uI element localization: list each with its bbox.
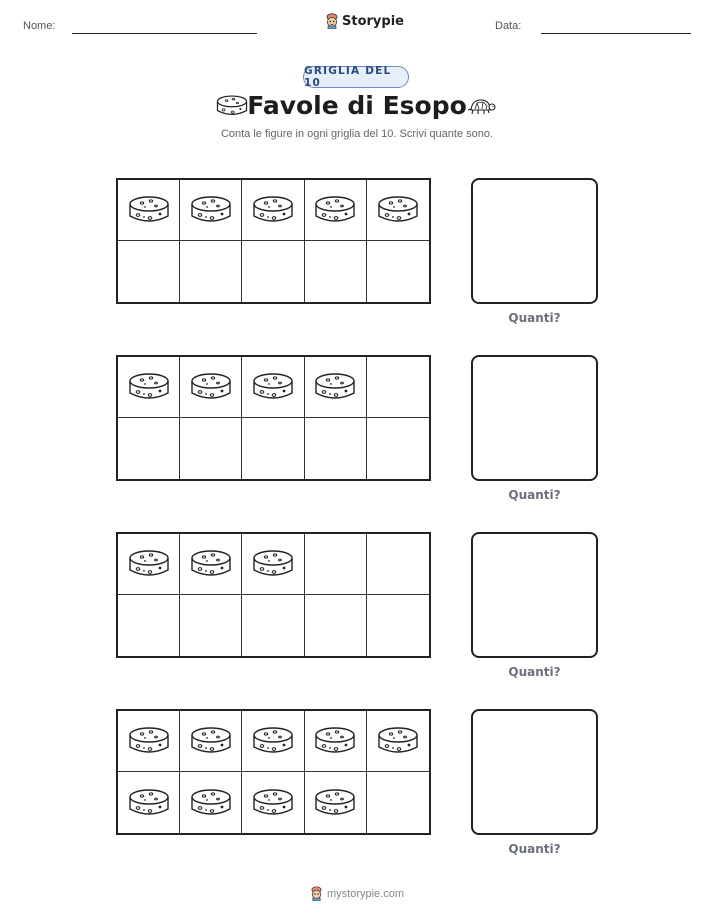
- cheese-wheel-icon: [127, 724, 171, 758]
- ten-frame-cell: [305, 357, 367, 418]
- answer-label: Quanti?: [508, 311, 561, 325]
- storypie-mascot-logo: [325, 13, 339, 29]
- cheese-wheel-icon: [127, 193, 171, 227]
- brand-logo: [325, 13, 404, 29]
- date-label: Data:: [495, 20, 522, 32]
- ten-frame: [116, 178, 431, 304]
- cheese-wheel-icon: [127, 547, 171, 581]
- ten-frame-cell: [242, 418, 304, 479]
- ten-frame-cell: [367, 418, 429, 479]
- cheese-wheel-icon: [189, 786, 233, 820]
- ten-frame-cell: [118, 711, 180, 772]
- ten-frame-cell: [305, 772, 367, 833]
- cheese-wheel-icon: [251, 724, 295, 758]
- turtle-icon: [466, 96, 496, 116]
- ten-frame-cell: [242, 241, 304, 302]
- ten-frame-cell: [180, 772, 242, 833]
- ten-frame-cell: [242, 534, 304, 595]
- ten-frame-cell: [180, 595, 242, 656]
- cheese-wheel-icon: [127, 786, 171, 820]
- ten-frame-cell: [242, 711, 304, 772]
- ten-frame-cell: [242, 357, 304, 418]
- title-turtle: [466, 96, 496, 120]
- ten-frame-cell: [305, 595, 367, 656]
- cheese-wheel-icon: [313, 786, 357, 820]
- ten-frame: [116, 532, 431, 658]
- cheese-wheel-icon: [251, 786, 295, 820]
- answer-box[interactable]: [471, 709, 598, 835]
- ten-frame-cell: [305, 180, 367, 241]
- answer-label: Quanti?: [508, 488, 561, 502]
- date-line[interactable]: [541, 33, 691, 34]
- ten-frame-cell: [118, 418, 180, 479]
- ten-frame-cell: [180, 534, 242, 595]
- answer-box[interactable]: [471, 178, 598, 304]
- cheese-wheel-icon: [189, 193, 233, 227]
- ten-frame-cell: [118, 595, 180, 656]
- cheese-wheel-icon: [251, 370, 295, 404]
- ten-frame-cell: [367, 711, 429, 772]
- ten-frame-cell: [118, 241, 180, 302]
- ten-frame-cell: [180, 357, 242, 418]
- cheese-wheel-icon: [313, 370, 357, 404]
- cheese-wheel-icon: [376, 193, 420, 227]
- ten-frame-cell: [367, 357, 429, 418]
- ten-frame-cell: [305, 711, 367, 772]
- cheese-wheel-icon: [189, 370, 233, 404]
- ten-frame-cell: [367, 241, 429, 302]
- ten-frame-cell: [305, 241, 367, 302]
- worksheet-badge: GRIGLIA DEL 10: [303, 66, 409, 88]
- ten-frame-cell: [242, 595, 304, 656]
- storypie-mascot-logo: [310, 886, 323, 901]
- answer-label: Quanti?: [508, 842, 561, 856]
- name-label: Nome:: [23, 20, 56, 32]
- ten-frame-cell: [367, 595, 429, 656]
- ten-frame-cell: [367, 534, 429, 595]
- ten-frame-cell: [367, 772, 429, 833]
- ten-frame: [116, 709, 431, 835]
- brand-name: Storypie: [342, 13, 404, 29]
- cheese-wheel-icon: [376, 724, 420, 758]
- answer-label: Quanti?: [508, 665, 561, 679]
- ten-frame-cell: [180, 180, 242, 241]
- ten-frame-cell: [367, 180, 429, 241]
- cheese-wheel-icon: [189, 724, 233, 758]
- ten-frame-cell: [118, 357, 180, 418]
- answer-box[interactable]: [471, 355, 598, 481]
- cheese-wheel-icon: [313, 724, 357, 758]
- ten-frame-cell: [305, 418, 367, 479]
- cheese-wheel-icon: [251, 193, 295, 227]
- instructions: Conta le figure in ogni griglia del 10. Scrivi quante sono.: [220, 128, 494, 140]
- ten-frame-cell: [118, 534, 180, 595]
- ten-frame-cell: [118, 180, 180, 241]
- cheese-wheel-icon: [189, 547, 233, 581]
- ten-frame-cell: [118, 772, 180, 833]
- name-line[interactable]: [72, 33, 257, 34]
- cheese-wheel-icon: [251, 547, 295, 581]
- ten-frame-cell: [242, 180, 304, 241]
- ten-frame-cell: [242, 772, 304, 833]
- footer-url: mystorypie.com: [326, 887, 405, 900]
- page-title: Favole di Esopo: [247, 91, 467, 120]
- footer: [0, 886, 714, 901]
- cheese-wheel-icon: [127, 370, 171, 404]
- ten-frame-cell: [180, 241, 242, 302]
- ten-frame-cell: [180, 711, 242, 772]
- ten-frame: [116, 355, 431, 481]
- ten-frame-cell: [305, 534, 367, 595]
- ten-frame-cell: [180, 418, 242, 479]
- cheese-wheel-icon: [313, 193, 357, 227]
- answer-box[interactable]: [471, 532, 598, 658]
